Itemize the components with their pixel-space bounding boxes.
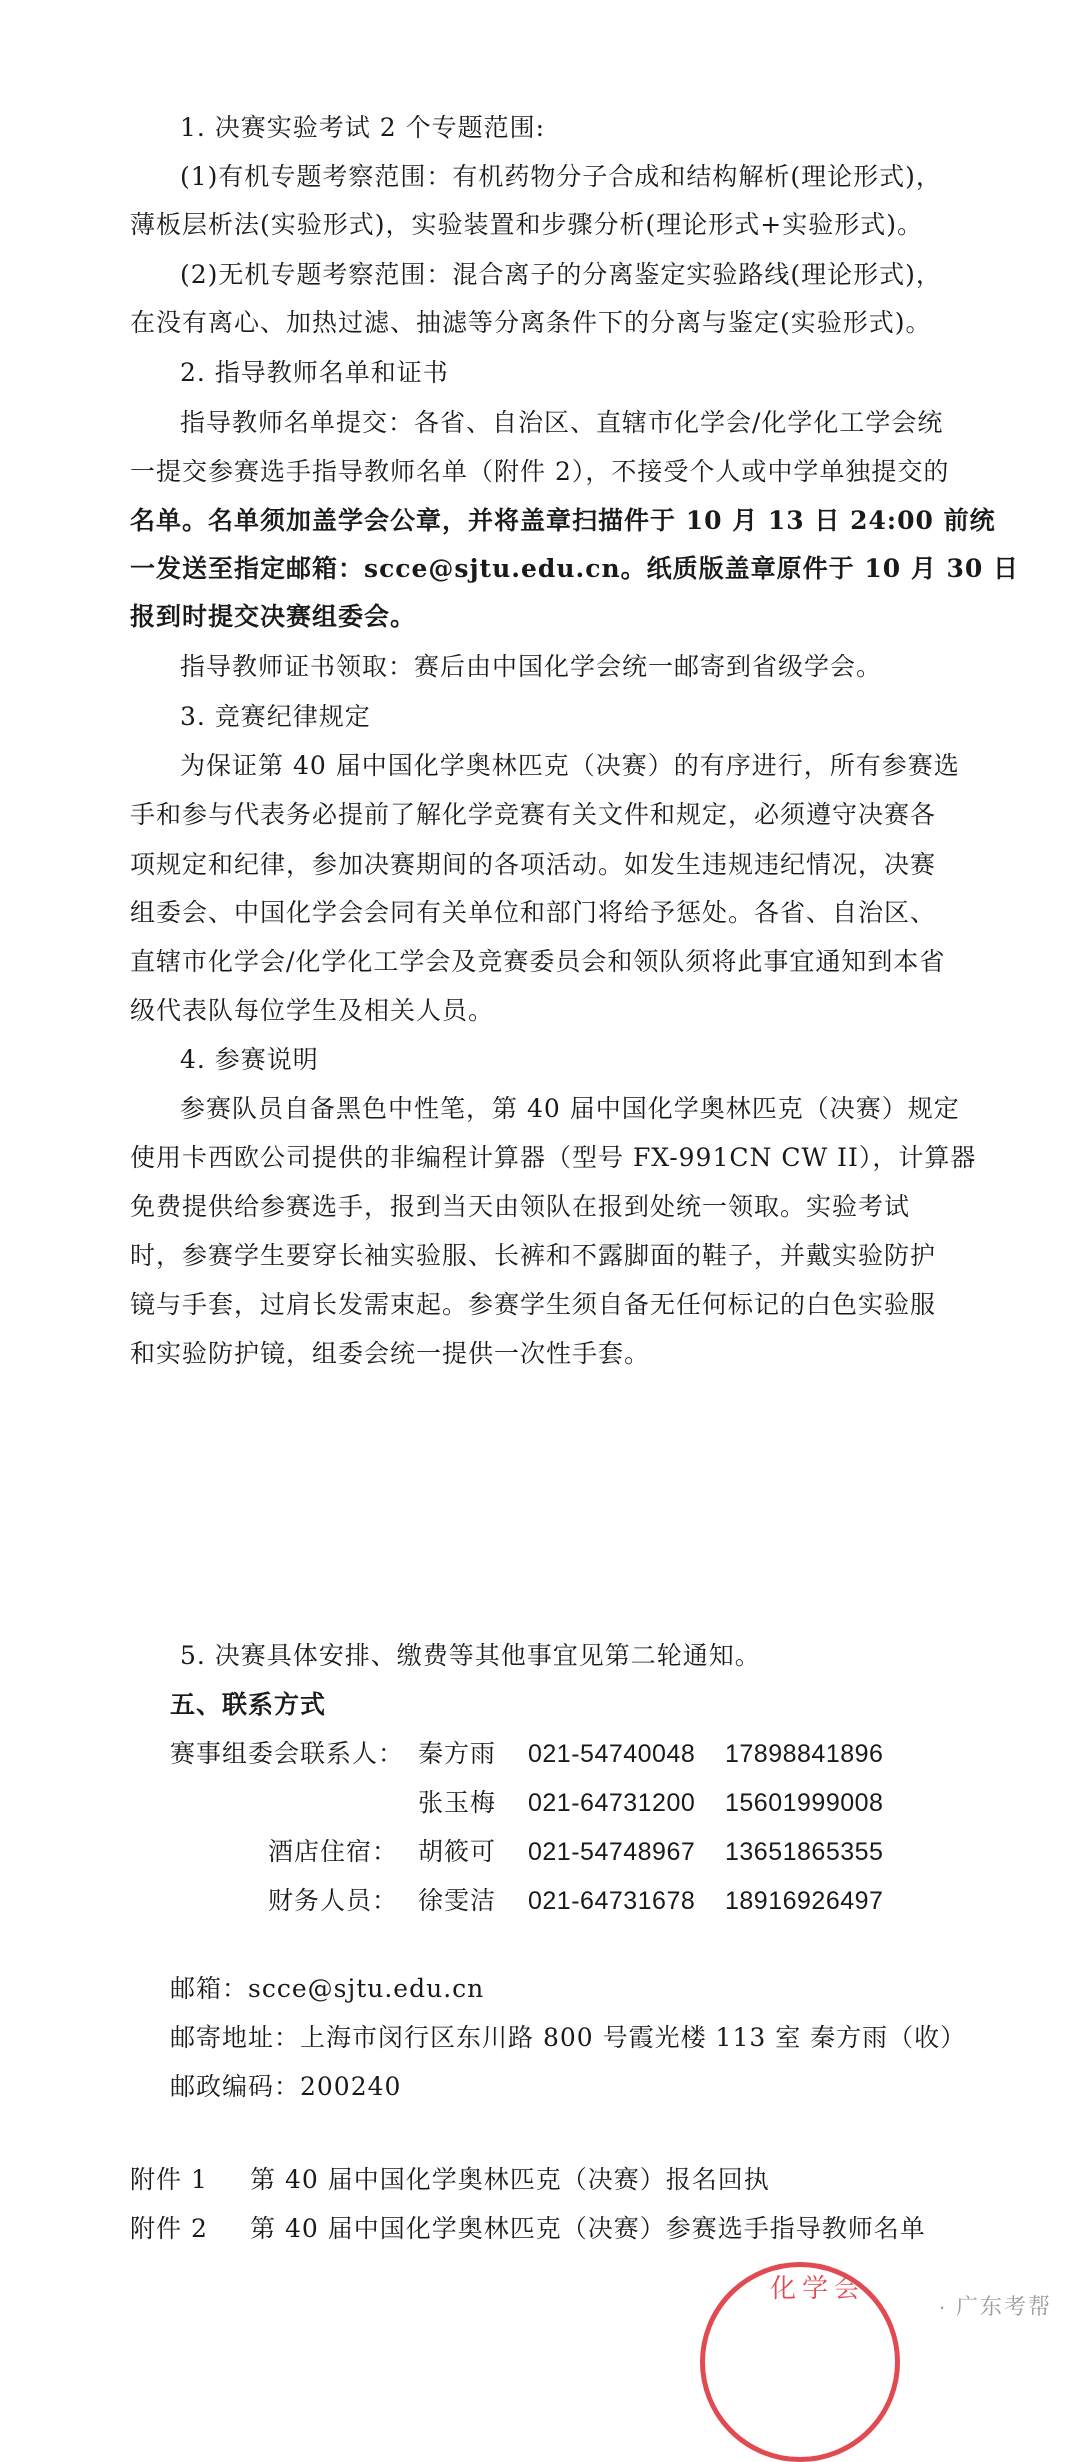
email-line[interactable]: 邮箱：scce@sjtu.edu.cn	[170, 1974, 485, 2003]
official-seal-text: 化学会	[770, 2274, 867, 2304]
instructions-line-2: 使用卡西欧公司提供的非编程计算器（型号 FX-991CN CW II），计算器	[130, 1143, 977, 1172]
item-1-heading: 1. 决赛实验考试 2 个专题范围:	[180, 113, 546, 142]
instructions-line-1: 参赛队员自备黑色中性笔，第 40 届中国化学奥林匹克（决赛）规定	[180, 1094, 960, 1123]
instructions-line-6: 和实验防护镜，组委会统一提供一次性手套。	[130, 1339, 651, 1368]
discipline-line-5: 直辖市化学会/化学化工学会及竞赛委员会和领队须将此事宜通知到本省	[130, 947, 946, 976]
contact-mobile[interactable]: 15601999008	[725, 1789, 884, 1817]
discipline-line-4: 组委会、中国化学会会同有关单位和部门将给予惩处。各省、自治区、	[130, 898, 937, 927]
teacher-list-line-3: 名单。名单须加盖学会公章，并将盖章扫描件于 10 月 13 日 24:00 前统	[130, 506, 996, 535]
contact-phone[interactable]: 021-54748967	[528, 1838, 696, 1866]
item-5-line: 5. 决赛具体安排、缴费等其他事宜见第二轮通知。	[180, 1641, 761, 1670]
contact-mobile[interactable]: 18916926497	[725, 1887, 884, 1915]
contact-name: 胡筱可	[418, 1837, 497, 1866]
contact-name: 张玉梅	[418, 1788, 497, 1817]
watermark: · 广东考帮	[938, 2294, 1052, 2319]
contact-name: 秦方雨	[418, 1739, 497, 1768]
attachment-1-label: 附件 1	[130, 2165, 208, 2194]
contact-role: 财务人员：	[268, 1886, 399, 1915]
postal-code-line: 邮政编码：200240	[170, 2072, 402, 2101]
instructions-line-3: 免费提供给参赛选手，报到当天由领队在报到处统一领取。实验考试	[130, 1192, 911, 1221]
instructions-line-5: 镜与手套，过肩长发需束起。参赛学生须自备无任何标记的白色实验服	[130, 1290, 937, 1319]
contact-name: 徐雯洁	[418, 1886, 497, 1915]
contact-phone[interactable]: 021-64731678	[528, 1887, 696, 1915]
contact-phone[interactable]: 021-54740048	[528, 1740, 696, 1768]
teacher-list-line-1: 指导教师名单提交：各省、自治区、直辖市化学会/化学化工学会统	[180, 408, 944, 437]
discipline-line-3: 项规定和纪律，参加决赛期间的各项活动。如发生违规违纪情况，决赛	[130, 850, 937, 879]
attachment-1-title[interactable]: 第 40 届中国化学奥林匹克（决赛）报名回执	[250, 2165, 770, 2194]
discipline-line-6: 级代表队每位学生及相关人员。	[130, 996, 495, 1025]
teacher-list-line-5: 报到时提交决赛组委会。	[130, 602, 417, 631]
contacts-heading: 五、联系方式	[170, 1690, 327, 1719]
contact-role: 赛事组委会联系人：	[170, 1739, 405, 1768]
item-4-heading: 4. 参赛说明	[180, 1045, 319, 1074]
contact-phone[interactable]: 021-64731200	[528, 1789, 696, 1817]
contact-mobile[interactable]: 13651865355	[725, 1838, 884, 1866]
certificate-line: 指导教师证书领取：赛后由中国化学会统一邮寄到省级学会。	[180, 652, 883, 681]
attachment-2-label: 附件 2	[130, 2214, 208, 2243]
organic-scope-line-1: (1)有机专题考察范围：有机药物分子合成和结构解析(理论形式)，	[180, 162, 942, 191]
discipline-line-2: 手和参与代表务必提前了解化学竞赛有关文件和规定，必须遵守决赛各	[130, 800, 937, 829]
instructions-line-4: 时，参赛学生要穿长袖实验服、长裤和不露脚面的鞋子，并戴实验防护	[130, 1241, 937, 1270]
attachment-2-title[interactable]: 第 40 届中国化学奥林匹克（决赛）参赛选手指导教师名单	[250, 2214, 926, 2243]
discipline-line-1: 为保证第 40 届中国化学奥林匹克（决赛）的有序进行，所有参赛选	[180, 751, 960, 780]
contact-role: 酒店住宿：	[268, 1837, 399, 1866]
item-3-heading: 3. 竞赛纪律规定	[180, 702, 371, 731]
teacher-list-line-2: 一提交参赛选手指导教师名单（附件 2），不接受个人或中学单独提交的	[130, 457, 950, 486]
inorganic-scope-line-1: (2)无机专题考察范围：混合离子的分离鉴定实验路线(理论形式)，	[180, 260, 942, 289]
inorganic-scope-line-2: 在没有离心、加热过滤、抽滤等分离条件下的分离与鉴定(实验形式)。	[130, 308, 932, 337]
organic-scope-line-2: 薄板层析法(实验形式)，实验装置和步骤分析(理论形式+实验形式)。	[130, 210, 923, 239]
item-2-heading: 2. 指导教师名单和证书	[180, 358, 449, 387]
teacher-list-line-4: 一发送至指定邮箱：scce@sjtu.edu.cn。纸质版盖章原件于 10 月 30 日	[130, 554, 1020, 583]
contact-mobile[interactable]: 17898841896	[725, 1740, 884, 1768]
mailing-address-line: 邮寄地址：上海市闵行区东川路 800 号霞光楼 113 室 秦方雨（收）	[170, 2023, 967, 2052]
